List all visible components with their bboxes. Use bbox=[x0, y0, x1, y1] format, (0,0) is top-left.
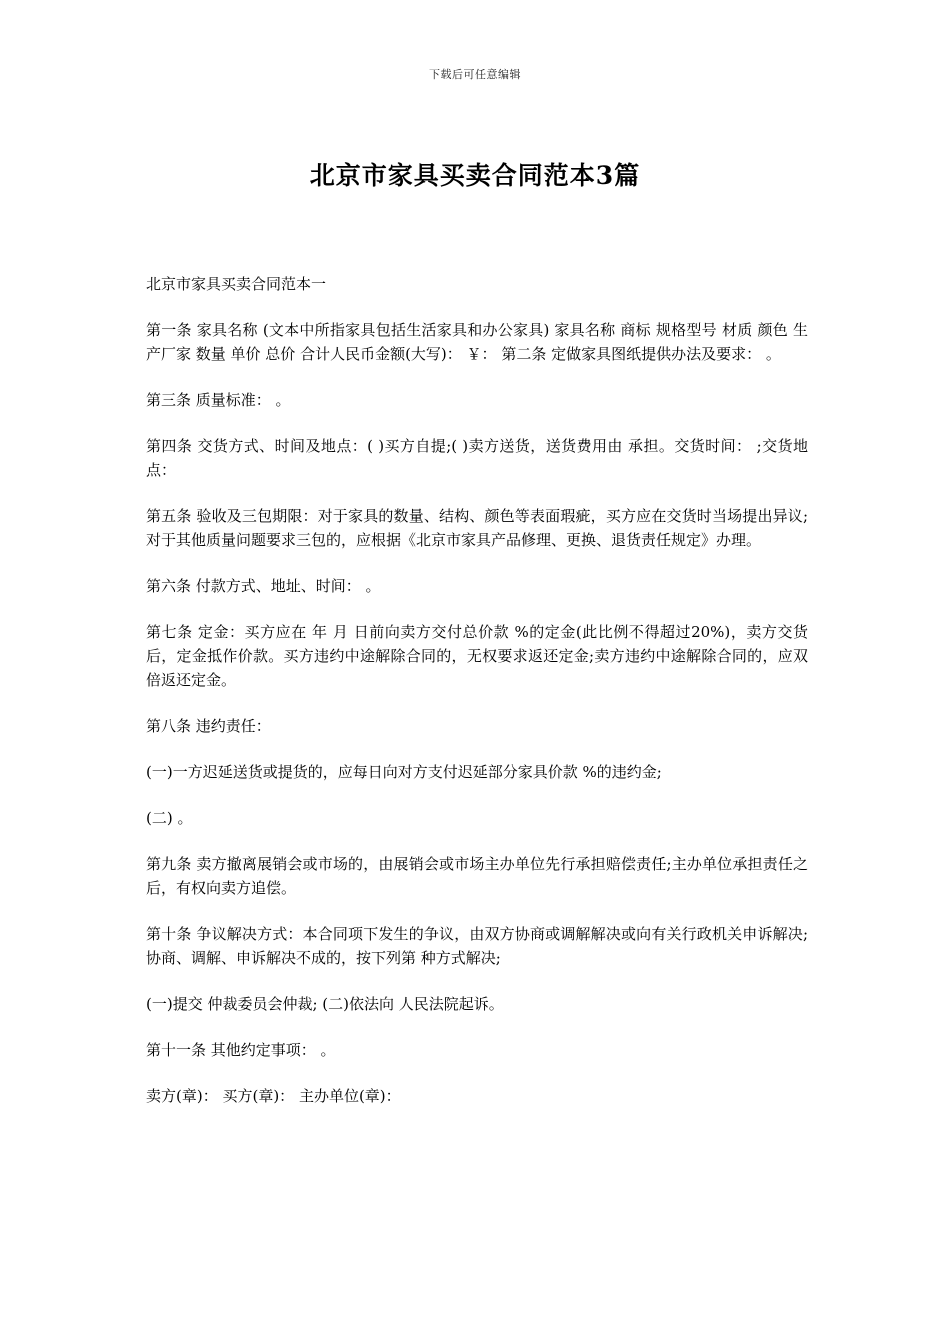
document-title: 北京市家具买卖合同范本3篇 bbox=[309, 161, 641, 190]
article-5-paragraph: 第五条 验收及三包期限：对于家具的数量、结构、颜色等表面瑕疵，买方应在交货时当场提出异议;对于其他质量问题要求三包的，应根据《北京市家具产品修理、更换、退货责任规定》办理。 bbox=[146, 507, 808, 549]
article-8-paragraph: 第八条 违约责任： bbox=[146, 717, 271, 735]
signature-line: 卖方(章)： 买方(章)： 主办单位(章)： bbox=[146, 1087, 401, 1105]
article-3-paragraph: 第三条 质量标准： 。 bbox=[146, 391, 291, 409]
article-10-options: (一)提交 仲裁委员会仲裁; (二)依法向 人民法院起诉。 bbox=[146, 995, 504, 1013]
contract-body bbox=[146, 272, 808, 1130]
article-4-paragraph: 第四条 交货方式、时间及地点：( )买方自提;( )卖方送货，送货费用由 承担。交货时间： ;交货地点： bbox=[146, 437, 808, 479]
download-edit-note: 下载后可任意编辑 bbox=[429, 68, 521, 81]
article-9-paragraph: 第九条 卖方撤离展销会或市场的，由展销会或市场主办单位先行承担赔偿责任;主办单位承担责任之后，有权向卖方追偿。 bbox=[146, 855, 808, 897]
article-8-item-1: (一)一方迟延送货或提货的，应每日向对方支付迟延部分家具价款 %的违约金; bbox=[146, 763, 662, 781]
article-8-item-2: (二) 。 bbox=[146, 809, 193, 827]
article-1-paragraph: 第一条 家具名称 (文本中所指家具包括生活家具和办公家具) 家具名称 商标 规格型号 材质 颜色 生产厂家 数量 单价 总价 合计人民币金额(大写)： ￥： 第二条 定做家具图纸提供办法及要求： 。 bbox=[146, 321, 808, 363]
article-6-paragraph: 第六条 付款方式、地址、时间： 。 bbox=[146, 577, 381, 595]
article-11-paragraph: 第十一条 其他约定事项： 。 bbox=[146, 1041, 336, 1059]
article-7-paragraph: 第七条 定金：买方应在 年 月 日前向卖方交付总价款 %的定金(此比例不得超过20%)，卖方交货后，定金抵作价款。买方违约中途解除合同的，无权要求返还定金;卖方违约中途解除合同的，应双倍返还定金。 bbox=[146, 623, 808, 689]
contract-section-heading: 北京市家具买卖合同范本一 bbox=[146, 275, 327, 293]
article-10-paragraph: 第十条 争议解决方式：本合同项下发生的争议，由双方协商或调解解决或向有关行政机关申诉解决;协商、调解、申诉解决不成的，按下列第 种方式解决; bbox=[146, 925, 808, 967]
